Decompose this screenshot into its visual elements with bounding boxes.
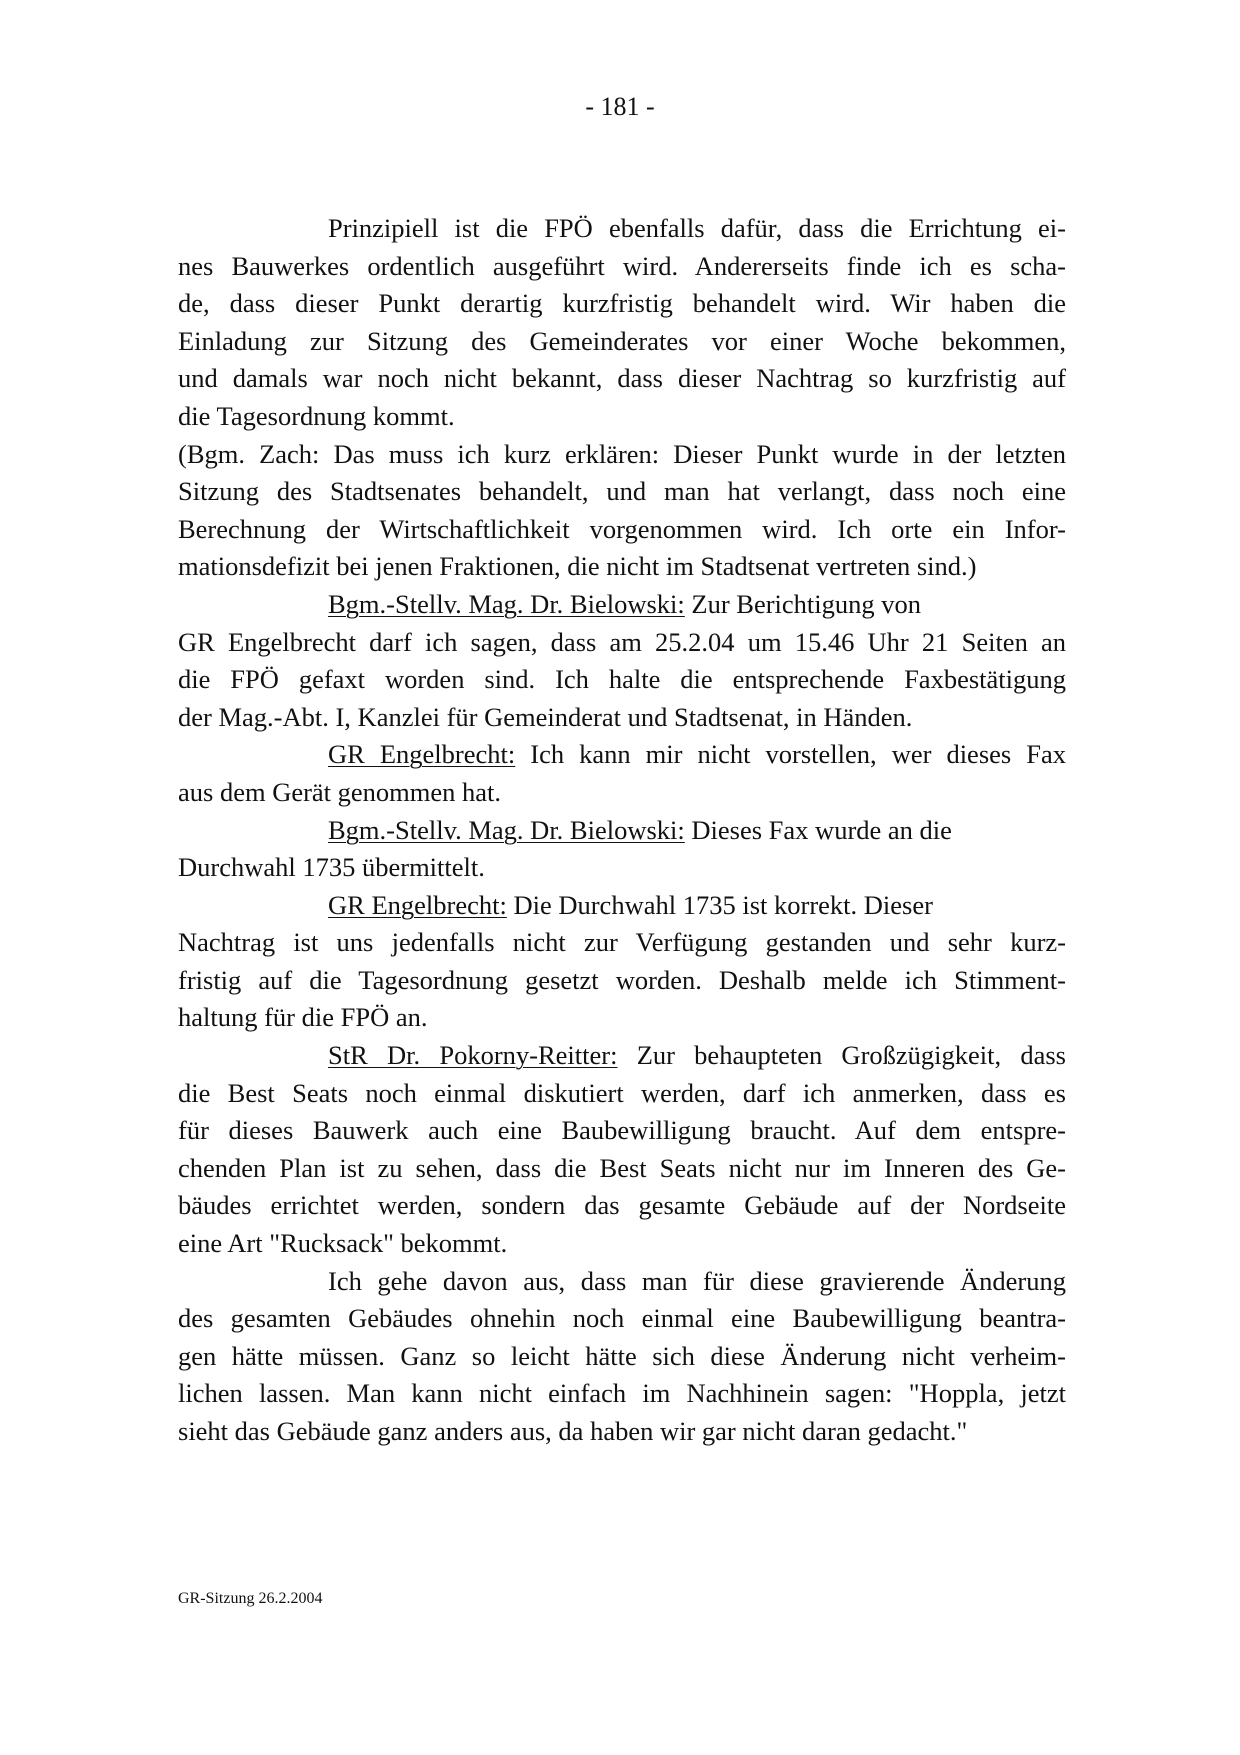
text-line [178,887,1066,925]
text-line: gen hätte müssen. Ganz so leicht hätte sich diese Änderung nicht verheim- [178,1340,1066,1371]
text-line: Einladung zur Sitzung des Gemeinderates vor einer Woche bekommen, [178,325,1066,356]
text-line: Sitzung des Stadtsenates behandelt, und man hat verlangt, dass noch eine [178,476,1066,507]
speaker-name: StR Dr. Pokorny-Reitter: [328,1040,618,1071]
text-line: GR Engelbrecht darf ich sagen, dass am 25.2.04 um 15.46 Uhr 21 Seiten an [178,626,1066,657]
speaker-paragraph [178,812,1066,887]
text-line: Nachtrag ist uns jedenfalls nicht zur Verfügung gestanden und sehr kurz- [178,927,1066,958]
text-line: die Best Seats noch einmal diskutiert werden, darf ich anmerken, dass es [178,1077,1066,1108]
text-line: (Bgm. Zach: Das muss ich kurz erklären: Dieser Punkt wurde in der letzten [178,438,1066,469]
text-line: mationsdefizit bei jenen Fraktionen, die nicht im Stadtsenat vertreten sind.) [178,551,977,582]
speaker-paragraph [178,736,1066,811]
text-line: Prinzipiell ist die FPÖ ebenfalls dafür, dass die Errichtung ei- [328,213,1066,243]
speech-text: Zur behaupteten Großzügigkeit, dass [617,1040,1066,1071]
text-line: eine Art "Rucksack" bekommt. [178,1228,508,1259]
text-line [178,586,1066,624]
text-line: Durchwahl 1735 übermittelt. [178,852,485,883]
text-line: für dieses Bauwerk auch eine Baubewilligung braucht. Auf dem entspre- [178,1115,1066,1146]
footer-session-label: GR-Sitzung 26.2.2004 [178,1590,323,1607]
speech-text: Die Durchwahl 1735 ist korrekt. Dieser [506,889,933,920]
text-line: und damals war noch nicht bekannt, dass dieser Nachtrag so kurzfristig auf [178,363,1066,394]
text-line: die FPÖ gefaxt worden sind. Ich halte die entsprechende Faxbestätigung [178,664,1066,695]
text-line: nes Bauwerkes ordentlich ausgeführt wird. Andererseits finde ich es scha- [178,250,1066,281]
text-line: des gesamten Gebäudes ohnehin noch einmal eine Baubewilligung beantra- [178,1303,1066,1334]
paragraph [178,1263,1066,1451]
speaker-name: Bgm.-Stellv. Mag. Dr. Bielowski: [328,588,685,619]
speaker-name: GR Engelbrecht: [328,739,516,770]
text-line: de, dass dieser Punkt derartig kurzfristig behandelt wird. Wir haben die [178,288,1066,319]
speech-text: Dieses Fax wurde an die [684,814,952,845]
text-line: sieht das Gebäude ganz anders aus, da haben wir gar nicht daran gedacht." [178,1416,968,1446]
speaker-paragraph [178,1037,1066,1263]
text-line: haltung für die FPÖ an. [178,1002,428,1033]
page-number: - 181 - [585,92,655,121]
speaker-name: GR Engelbrecht: [328,889,507,920]
speaker-paragraph [178,887,1066,1037]
text-line [178,736,1066,774]
text-line: Berechnung der Wirtschaftlichkeit vorgenommen wird. Ich orte ein Infor- [178,513,1066,544]
text-line: fristig auf die Tagesordnung gesetzt worden. Deshalb melde ich Stimment- [178,964,1066,995]
document-body [178,210,1066,1451]
text-line: der Mag.-Abt. I, Kanzlei für Gemeinderat und Stadtsenat, in Händen. [178,701,913,732]
text-line: die Tagesordnung kommt. [178,400,455,431]
text-line: chenden Plan ist zu sehen, dass die Best Seats nicht nur im Inneren des Ge- [178,1152,1066,1183]
interjection-paragraph [178,436,1066,586]
speech-text: Ich kann mir nicht vorstellen, wer dieses Fax [515,739,1066,770]
text-line [178,812,1066,850]
text-line: lichen lassen. Man kann nicht einfach im Nachhinein sagen: "Hoppla, jetzt [178,1378,1066,1409]
text-line: aus dem Gerät genommen hat. [178,776,502,807]
paragraph [178,210,1066,436]
speaker-name: Bgm.-Stellv. Mag. Dr. Bielowski: [328,814,685,845]
text-line: bäudes errichtet werden, sondern das gesamte Gebäude auf der Nordseite [178,1190,1066,1221]
text-line [178,1037,1066,1075]
speaker-paragraph [178,586,1066,736]
speech-text: Zur Berichtigung von [684,588,922,619]
text-line: Ich gehe davon aus, dass man für diese gravierende Änderung [328,1265,1066,1296]
